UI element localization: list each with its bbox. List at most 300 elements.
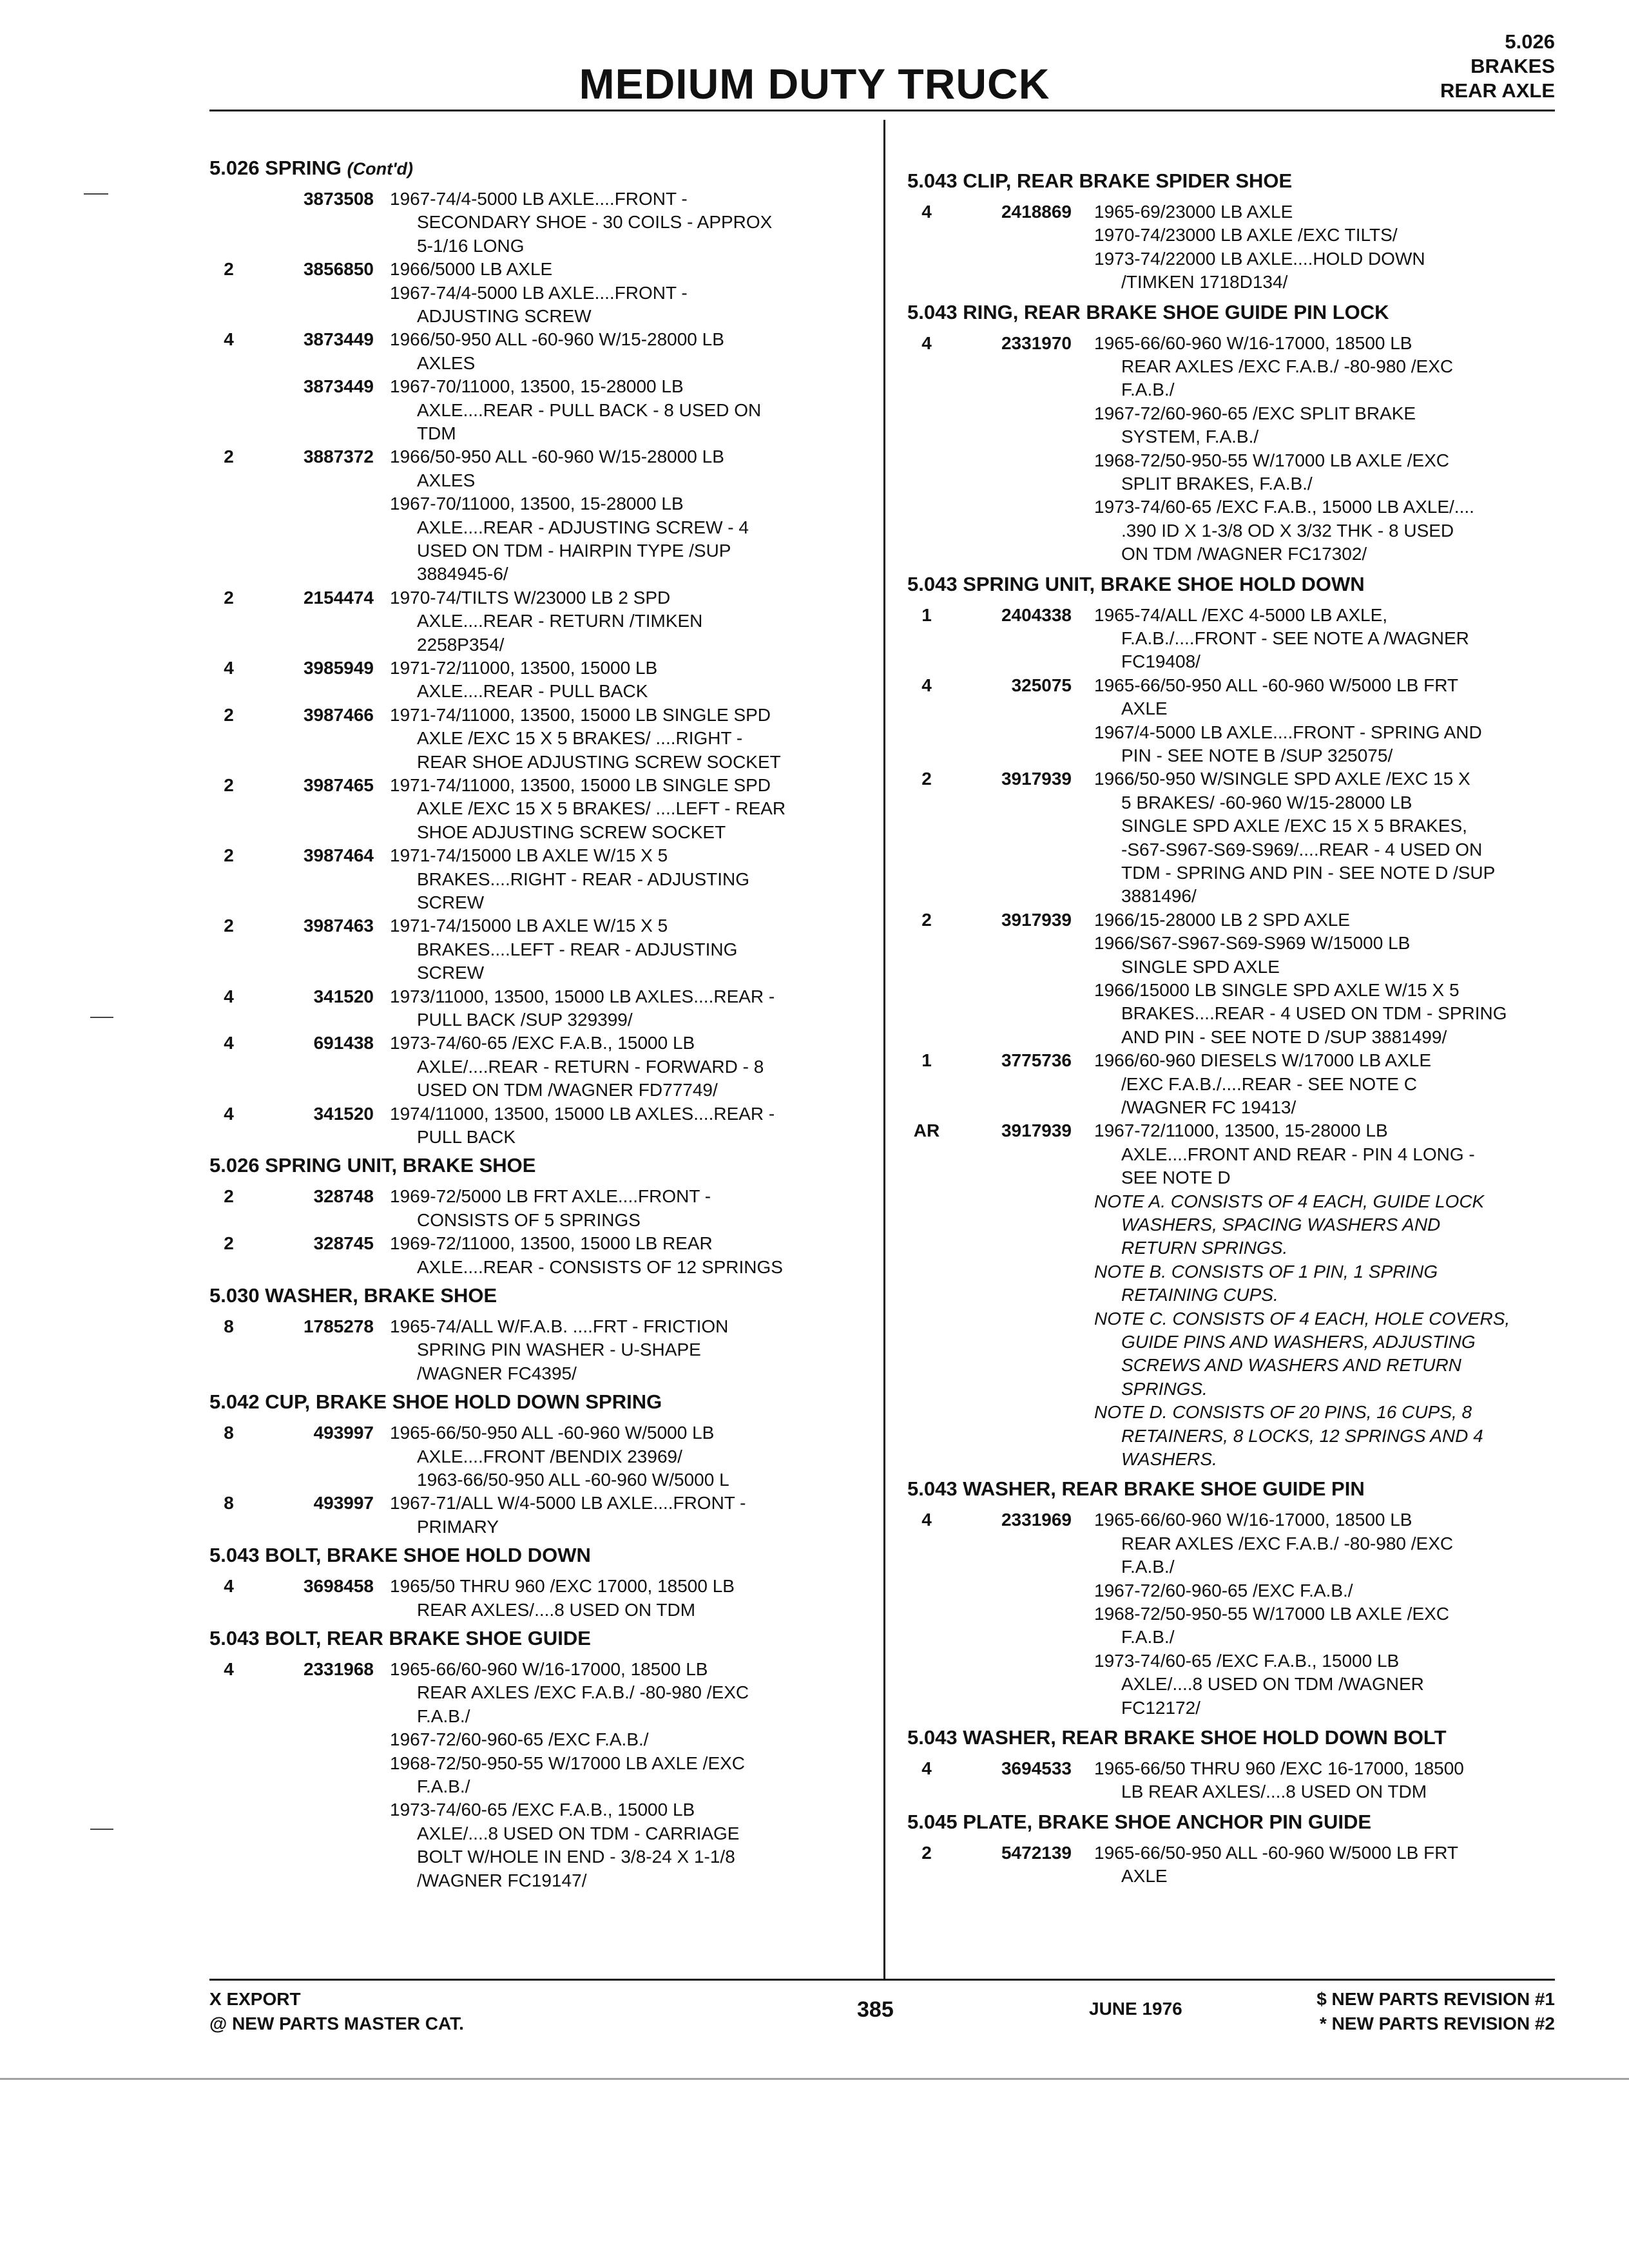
description-line: LB REAR AXLES/....8 USED ON TDM — [1121, 1782, 1427, 1802]
part-quantity: 2 — [224, 259, 234, 280]
description-line: BRAKES....RIGHT - REAR - ADJUSTING — [417, 869, 750, 889]
part-quantity: 4 — [921, 1758, 932, 1778]
description-line: 2258P354/ — [417, 634, 505, 655]
part-entry — [907, 1579, 1577, 1602]
part-number: 5472139 — [1001, 1842, 1072, 1863]
part-entry — [209, 258, 880, 281]
description-line: USED ON TDM - HAIRPIN TYPE /SUP — [417, 541, 731, 561]
section-heading-text: 5.042 CUP, BRAKE SHOE HOLD DOWN SPRING — [209, 1390, 662, 1414]
legend-revision-1: $ NEW PARTS REVISION #1 — [1316, 1989, 1555, 2009]
description-line: 1971-74/15000 LB AXLE W/15 X 5 — [390, 916, 668, 936]
description-line: 1965-66/60-960 W/16-17000, 18500 LB — [390, 1659, 708, 1679]
section-heading — [209, 1627, 591, 1650]
part-entry — [209, 1728, 880, 1751]
description-line: TDM — [417, 423, 456, 443]
part-quantity: 2 — [224, 775, 234, 795]
section-heading-text: 5.043 BOLT, REAR BRAKE SHOE GUIDE — [209, 1627, 591, 1649]
description-line: PRIMARY — [417, 1516, 499, 1537]
part-description — [1094, 1049, 1431, 1119]
description-line: 1966/50-950 ALL -60-960 W/15-28000 LB — [390, 447, 724, 467]
part-number: 3987464 — [303, 845, 374, 866]
description-line: AXLE/....8 USED ON TDM - CARRIAGE — [417, 1823, 740, 1843]
description-line: 1965-74/ALL W/F.A.B. ....FRT - FRICTION — [390, 1316, 729, 1336]
part-entry — [907, 979, 1577, 1049]
part-quantity: 4 — [224, 329, 234, 350]
description-line: /TIMKEN 1718D134/ — [1121, 272, 1288, 293]
part-quantity: 4 — [224, 1576, 234, 1597]
part-description — [1094, 495, 1474, 566]
part-entry — [907, 449, 1577, 496]
part-description — [390, 1728, 649, 1751]
section-heading — [907, 1477, 1365, 1501]
description-line: 1966/50-950 W/SINGLE SPD AXLE /EXC 15 X — [1094, 769, 1470, 789]
description-line: SCREW — [417, 892, 485, 912]
section-heading — [907, 573, 1365, 596]
description-line: REAR AXLES /EXC F.A.B./ -80-980 /EXC — [1121, 356, 1454, 376]
part-description — [1094, 604, 1469, 674]
description-line: PULL BACK — [417, 1127, 516, 1147]
section-heading-text: 5.043 SPRING UNIT, BRAKE SHOE HOLD DOWN — [907, 572, 1365, 595]
part-quantity: 2 — [224, 587, 234, 608]
part-number: 2331970 — [1001, 332, 1072, 353]
part-number: 3917939 — [1001, 769, 1072, 789]
description-line: 5 BRAKES/ -60-960 W/15-28000 LB — [1121, 792, 1412, 812]
part-entry — [209, 492, 880, 586]
description-line: F.A.B./ — [417, 1776, 470, 1796]
part-description — [1094, 721, 1482, 768]
description-line: FC12172/ — [1121, 1697, 1200, 1718]
description-line: 1971-74/11000, 13500, 15000 LB SINGLE SPD — [390, 775, 771, 795]
part-number: 341520 — [313, 1103, 374, 1124]
section-heading — [907, 301, 1389, 324]
part-number: 3873508 — [303, 189, 374, 209]
catalog-date: JUNE 1976 — [1089, 1999, 1182, 2019]
part-number: 3917939 — [1001, 909, 1072, 930]
part-number: 2331968 — [303, 1659, 374, 1679]
description-line: AXLE....REAR - PULL BACK - 8 USED ON — [417, 399, 762, 420]
part-number: 3987465 — [303, 775, 374, 795]
part-entry — [907, 932, 1577, 979]
part-entry — [209, 1102, 880, 1149]
part-entry — [209, 1032, 880, 1102]
description-line: 1968-72/50-950-55 W/17000 LB AXLE /EXC — [1094, 1604, 1450, 1624]
part-number: 3873449 — [303, 329, 374, 350]
part-description — [1094, 908, 1350, 932]
part-entry — [209, 1658, 880, 1728]
part-number: 3694533 — [1001, 1758, 1072, 1778]
footer-legend-right — [1316, 1987, 1555, 2036]
part-description — [390, 492, 749, 586]
part-description — [390, 985, 775, 1032]
part-entry — [907, 908, 1577, 932]
part-number: 325075 — [1011, 675, 1072, 695]
section-number: 5.026 — [1505, 30, 1555, 53]
description-line: 5-1/16 LONG — [417, 235, 525, 256]
description-line: 1966/15-28000 LB 2 SPD AXLE — [1094, 909, 1350, 930]
description-line: 1967-72/11000, 13500, 15-28000 LB — [1094, 1120, 1388, 1141]
section-heading — [209, 1154, 535, 1177]
part-entry — [907, 1049, 1577, 1119]
part-number: 3987466 — [303, 704, 374, 725]
part-description — [1094, 200, 1293, 224]
section-heading — [907, 1811, 1371, 1834]
section-heading — [209, 1544, 591, 1567]
part-entry — [907, 495, 1577, 566]
description-line: 1965/50 THRU 960 /EXC 17000, 18500 LB — [390, 1576, 735, 1597]
description-line: AXLES — [417, 470, 476, 490]
part-description — [390, 1421, 729, 1492]
description-line: 1973-74/22000 LB AXLE....HOLD DOWN — [1094, 248, 1425, 269]
part-number: 3887372 — [303, 447, 374, 467]
description-line: SHOE ADJUSTING SCREW SOCKET — [417, 822, 726, 842]
part-entry — [209, 1798, 880, 1892]
part-entry — [907, 604, 1577, 674]
description-line: PULL BACK /SUP 329399/ — [417, 1010, 633, 1030]
description-line: 1966/50-950 ALL -60-960 W/15-28000 LB — [390, 329, 724, 350]
note-line: NOTE D. CONSISTS OF 20 PINS, 16 CUPS, 8 — [1094, 1402, 1472, 1423]
description-line: 1970-74/23000 LB AXLE /EXC TILTS/ — [1094, 225, 1398, 245]
description-line: 1965-69/23000 LB AXLE — [1094, 202, 1293, 222]
description-line: AXLE....REAR - RETURN /TIMKEN — [417, 611, 703, 631]
part-quantity: 4 — [224, 1103, 234, 1124]
part-description — [390, 375, 761, 445]
description-line: 1966/S67-S967-S69-S969 W/15000 LB — [1094, 933, 1411, 954]
description-line: 3881496/ — [1121, 886, 1197, 907]
description-line: TDM - SPRING AND PIN - SEE NOTE D /SUP — [1121, 863, 1496, 883]
part-description — [390, 1658, 749, 1728]
part-entry — [209, 1315, 880, 1385]
section-subgroup: REAR AXLE — [1440, 79, 1555, 102]
description-line: 1967-71/ALL W/4-5000 LB AXLE....FRONT - — [390, 1493, 746, 1514]
part-quantity: 4 — [921, 675, 932, 695]
note-line: NOTE B. CONSISTS OF 1 PIN, 1 SPRING — [1094, 1261, 1438, 1282]
description-line: PIN - SEE NOTE B /SUP 325075/ — [1121, 745, 1393, 765]
part-number: 2404338 — [1001, 604, 1072, 625]
part-entry — [907, 674, 1577, 721]
description-line: AXLE/....REAR - RETURN - FORWARD - 8 — [417, 1056, 764, 1077]
description-line: AXLE /EXC 15 X 5 BRAKES/ ....LEFT - REAR — [417, 798, 786, 819]
description-line: 1973-74/60-65 /EXC F.A.B., 15000 LB — [1094, 1650, 1400, 1671]
part-quantity: 8 — [224, 1423, 234, 1443]
note-line: SPRINGS. — [1121, 1378, 1208, 1399]
part-entry — [907, 1841, 1577, 1888]
part-number: 493997 — [313, 1493, 374, 1514]
description-line: ADJUSTING SCREW — [417, 306, 592, 326]
note-line: RETURN SPRINGS. — [1121, 1238, 1288, 1258]
description-line: 1971-72/11000, 13500, 15000 LB — [390, 658, 658, 678]
note-line: RETAINING CUPS. — [1121, 1285, 1278, 1305]
description-line: 1966/60-960 DIESELS W/17000 LB AXLE — [1094, 1050, 1432, 1071]
description-line: BRAKES....LEFT - REAR - ADJUSTING — [417, 939, 738, 959]
description-line: 1968-72/50-950-55 W/17000 LB AXLE /EXC — [390, 1753, 746, 1773]
note-line: NOTE C. CONSISTS OF 4 EACH, HOLE COVERS, — [1094, 1308, 1510, 1329]
description-line: REAR AXLES /EXC F.A.B./ -80-980 /EXC — [1121, 1533, 1454, 1553]
part-entry — [907, 767, 1577, 908]
legend-master-cat: @ NEW PARTS MASTER CAT. — [209, 2013, 464, 2033]
part-quantity: 4 — [224, 1659, 234, 1679]
part-quantity: 1 — [921, 1050, 932, 1071]
description-line: F.A.B./ — [417, 1706, 470, 1726]
description-line: SECONDARY SHOE - 30 COILS - APPROX — [417, 212, 773, 233]
description-line: 1967-72/60-960-65 /EXC F.A.B./ — [1094, 1580, 1353, 1600]
section-heading-text: 5.043 WASHER, REAR BRAKE SHOE GUIDE PIN — [907, 1477, 1365, 1501]
legend-revision-2: * NEW PARTS REVISION #2 — [1319, 2013, 1555, 2033]
part-description — [390, 282, 688, 329]
footer-legend-left — [209, 1987, 464, 2036]
part-entry — [209, 844, 880, 914]
description-line: AXLES — [417, 352, 476, 373]
description-line: F.A.B./ — [1121, 1557, 1175, 1577]
description-line: AXLE /EXC 15 X 5 BRAKES/ ....RIGHT - — [417, 728, 743, 749]
section-heading — [209, 1390, 662, 1414]
description-line: AXLE....FRONT AND REAR - PIN 4 LONG - — [1121, 1144, 1475, 1164]
description-line: 1965-66/60-960 W/16-17000, 18500 LB — [1094, 332, 1412, 353]
part-description — [390, 657, 657, 704]
column-divider — [883, 120, 885, 1979]
part-entry — [209, 914, 880, 985]
description-line: 1967/4-5000 LB AXLE....FRONT - SPRING AND — [1094, 722, 1482, 742]
part-description — [1094, 247, 1425, 294]
part-description — [390, 1102, 775, 1149]
note-line: WASHERS. — [1121, 1449, 1217, 1470]
part-description — [1094, 1841, 1458, 1888]
part-description — [1094, 449, 1449, 496]
section-heading — [209, 1284, 497, 1307]
description-line: FC19408/ — [1121, 651, 1200, 672]
description-line: .390 ID X 1-3/8 OD X 3/32 THK - 8 USED — [1121, 520, 1454, 541]
part-number: 2331969 — [1001, 1510, 1072, 1530]
part-entry — [907, 1508, 1577, 1579]
part-description — [1094, 1757, 1464, 1804]
part-entry — [907, 332, 1577, 402]
part-quantity: 4 — [224, 1033, 234, 1053]
description-line: 1967-74/4-5000 LB AXLE....FRONT - — [390, 189, 688, 209]
description-line: AXLE — [1121, 698, 1168, 719]
part-description — [1094, 224, 1398, 247]
part-quantity: 2 — [224, 916, 234, 936]
part-quantity: 8 — [224, 1316, 234, 1336]
description-line: 1969-72/11000, 13500, 15000 LB REAR — [390, 1233, 713, 1254]
part-number: 3987463 — [303, 916, 374, 936]
description-line: 1967-72/60-960-65 /EXC F.A.B./ — [390, 1729, 649, 1750]
part-description — [1094, 1649, 1424, 1720]
part-description — [1094, 1119, 1475, 1189]
page-number: 385 — [857, 1997, 894, 2022]
part-description — [1094, 332, 1453, 402]
note-line: RETAINERS, 8 LOCKS, 12 SPRINGS AND 4 — [1121, 1425, 1483, 1446]
part-quantity: 2 — [224, 447, 234, 467]
part-description — [390, 844, 749, 914]
part-description — [390, 1752, 745, 1799]
section-heading-text: 5.043 BOLT, BRAKE SHOE HOLD DOWN — [209, 1544, 591, 1567]
part-quantity: 2 — [224, 1233, 234, 1254]
section-heading — [907, 1726, 1447, 1749]
description-line: AXLE/....8 USED ON TDM /WAGNER — [1121, 1674, 1424, 1695]
part-quantity: 1 — [921, 604, 932, 625]
description-line: -S67-S967-S69-S969/....REAR - 4 USED ON — [1121, 839, 1483, 860]
description-line: 1971-74/15000 LB AXLE W/15 X 5 — [390, 845, 668, 866]
part-description — [390, 328, 724, 375]
description-line: 1965-74/ALL /EXC 4-5000 LB AXLE, — [1094, 604, 1388, 625]
part-description — [1094, 402, 1416, 449]
description-line: AXLE....REAR - PULL BACK — [417, 681, 648, 702]
description-line: 1966/5000 LB AXLE — [390, 259, 553, 280]
part-entry — [209, 187, 880, 258]
part-quantity: 2 — [921, 909, 932, 930]
part-entry — [209, 1575, 880, 1622]
description-line: 1966/15000 LB SINGLE SPD AXLE W/15 X 5 — [1094, 980, 1460, 1000]
section-heading-text: 5.043 RING, REAR BRAKE SHOE GUIDE PIN LOCK — [907, 300, 1389, 323]
description-line: ON TDM /WAGNER FC17302/ — [1121, 544, 1367, 564]
part-description — [390, 586, 702, 657]
description-line: AXLE....REAR - CONSISTS OF 12 SPRINGS — [417, 1256, 783, 1277]
part-number: 328745 — [313, 1233, 374, 1254]
section-heading-text: 5.043 WASHER, REAR BRAKE SHOE HOLD DOWN BOLT — [907, 1726, 1447, 1749]
description-line: SPRING PIN WASHER - U-SHAPE — [417, 1340, 701, 1360]
description-line: 1967-74/4-5000 LB AXLE....FRONT - — [390, 282, 688, 303]
part-entry — [209, 445, 880, 492]
part-number: 328748 — [313, 1186, 374, 1207]
part-description — [390, 445, 724, 492]
description-line: 1974/11000, 13500, 15000 LB AXLES....REAR - — [390, 1103, 775, 1124]
part-description — [1094, 932, 1410, 979]
part-entry — [907, 1649, 1577, 1720]
part-entry — [907, 1757, 1577, 1804]
part-number: 3873449 — [303, 376, 374, 397]
note-line: NOTE A. CONSISTS OF 4 EACH, GUIDE LOCK — [1094, 1191, 1485, 1211]
description-line: 1970-74/TILTS W/23000 LB 2 SPD — [390, 587, 671, 608]
part-number: 691438 — [313, 1033, 374, 1053]
section-heading-suffix: (Cont'd) — [347, 159, 414, 178]
part-entry — [209, 1232, 880, 1279]
part-quantity: 2 — [224, 845, 234, 866]
section-heading-text: 5.026 SPRING — [209, 157, 342, 179]
note-line: WASHERS, SPACING WASHERS AND — [1121, 1215, 1441, 1235]
notes-block — [1094, 1190, 1510, 1472]
part-entry — [907, 402, 1577, 449]
part-quantity: 4 — [224, 658, 234, 678]
description-line: 1965-66/50-950 ALL -60-960 W/5000 LB FRT — [1094, 675, 1459, 695]
description-line: REAR AXLES/....8 USED ON TDM — [417, 1599, 696, 1620]
part-description — [390, 258, 552, 281]
description-line: 1965-66/50 THRU 960 /EXC 16-17000, 18500 — [1094, 1758, 1464, 1778]
part-description — [1094, 979, 1507, 1049]
description-line: 3884945-6/ — [417, 564, 508, 584]
scan-mark — [84, 193, 108, 195]
section-heading — [907, 169, 1292, 193]
part-quantity: 4 — [921, 332, 932, 353]
part-quantity: 2 — [921, 769, 932, 789]
description-line: SPLIT BRAKES, F.A.B./ — [1121, 474, 1313, 494]
description-line: /WAGNER FC4395/ — [417, 1363, 577, 1383]
description-line: AXLE....FRONT /BENDIX 23969/ — [417, 1446, 682, 1466]
scan-edge-line — [0, 2078, 1629, 2080]
section-heading-text: 5.045 PLATE, BRAKE SHOE ANCHOR PIN GUIDE — [907, 1810, 1372, 1833]
description-line: F.A.B./ — [1121, 1627, 1175, 1648]
part-description — [1094, 674, 1458, 721]
section-heading — [209, 157, 413, 180]
description-line: 1968-72/50-950-55 W/17000 LB AXLE /EXC — [1094, 450, 1450, 470]
part-entry — [907, 721, 1577, 768]
part-description — [1094, 1602, 1449, 1649]
part-number: 3917939 — [1001, 1120, 1072, 1141]
part-entry — [209, 774, 880, 844]
description-line: SINGLE SPD AXLE /EXC 15 X 5 BRAKES, — [1121, 816, 1467, 836]
part-quantity: 2 — [224, 704, 234, 725]
part-description — [390, 704, 781, 774]
part-entry — [209, 1492, 880, 1539]
description-line: SYSTEM, F.A.B./ — [1121, 427, 1259, 447]
description-line: 1973-74/60-65 /EXC F.A.B., 15000 LB AXLE/.... — [1094, 497, 1474, 517]
part-entry — [209, 1421, 880, 1492]
part-entry — [907, 200, 1577, 224]
note-line: SCREWS AND WASHERS AND RETURN — [1121, 1355, 1461, 1376]
part-description — [1094, 1508, 1453, 1579]
part-quantity: AR — [913, 1120, 940, 1141]
part-number: 2418869 — [1001, 202, 1072, 222]
description-line: SINGLE SPD AXLE — [1121, 956, 1280, 977]
description-line: BRAKES....REAR - 4 USED ON TDM - SPRING — [1121, 1003, 1507, 1024]
section-heading-text: 5.026 SPRING UNIT, BRAKE SHOE — [209, 1154, 536, 1177]
part-number: 3775736 — [1001, 1050, 1072, 1071]
description-line: 1967-72/60-960-65 /EXC SPLIT BRAKE — [1094, 403, 1416, 423]
part-quantity: 2 — [921, 1842, 932, 1863]
part-quantity: 4 — [224, 986, 234, 1006]
part-entry — [209, 586, 880, 657]
description-line: USED ON TDM /WAGNER FD77749/ — [417, 1080, 718, 1100]
part-description — [390, 1575, 735, 1622]
part-description — [390, 1315, 728, 1385]
part-description — [390, 914, 737, 985]
description-line: 1965-66/60-960 W/16-17000, 18500 LB — [1094, 1510, 1412, 1530]
description-line: F.A.B./....FRONT - SEE NOTE A /WAGNER — [1121, 628, 1469, 648]
footer-rule — [209, 1979, 1555, 1981]
part-description — [390, 1032, 764, 1102]
description-line: AND PIN - SEE NOTE D /SUP 3881499/ — [1121, 1026, 1447, 1047]
part-entry — [209, 375, 880, 445]
part-number: 3985949 — [303, 658, 374, 678]
part-description — [1094, 1579, 1353, 1602]
description-line: AXLE....REAR - ADJUSTING SCREW - 4 — [417, 517, 749, 537]
part-description — [390, 774, 786, 844]
description-line: 1967-70/11000, 13500, 15-28000 LB — [390, 376, 684, 397]
header-rule — [209, 110, 1555, 111]
part-description — [1094, 767, 1495, 908]
description-line: /EXC F.A.B./....REAR - SEE NOTE C — [1121, 1073, 1417, 1094]
part-description — [390, 1232, 783, 1279]
description-line: REAR AXLES /EXC F.A.B./ -80-980 /EXC — [417, 1682, 749, 1703]
part-entry — [209, 704, 880, 774]
part-description — [390, 1185, 711, 1232]
description-line: 1973-74/60-65 /EXC F.A.B., 15000 LB — [390, 1033, 695, 1053]
scan-mark — [90, 1829, 113, 1830]
description-line: /WAGNER FC19147/ — [417, 1870, 587, 1890]
part-number: 2154474 — [303, 587, 374, 608]
part-entry — [209, 328, 880, 375]
section-heading-text: 5.043 CLIP, REAR BRAKE SPIDER SHOE — [907, 169, 1293, 192]
part-entry — [907, 247, 1577, 294]
description-line: 1965-66/50-950 ALL -60-960 W/5000 LB FRT — [1094, 1842, 1459, 1863]
part-quantity: 2 — [224, 1186, 234, 1207]
part-number: 493997 — [313, 1423, 374, 1443]
section-heading-text: 5.030 WASHER, BRAKE SHOE — [209, 1284, 497, 1307]
part-description — [390, 1798, 739, 1892]
part-quantity: 4 — [921, 1510, 932, 1530]
section-header — [1440, 30, 1555, 103]
description-line: 1971-74/11000, 13500, 15000 LB SINGLE SPD — [390, 704, 771, 725]
part-entry — [209, 985, 880, 1032]
part-entry — [209, 657, 880, 704]
